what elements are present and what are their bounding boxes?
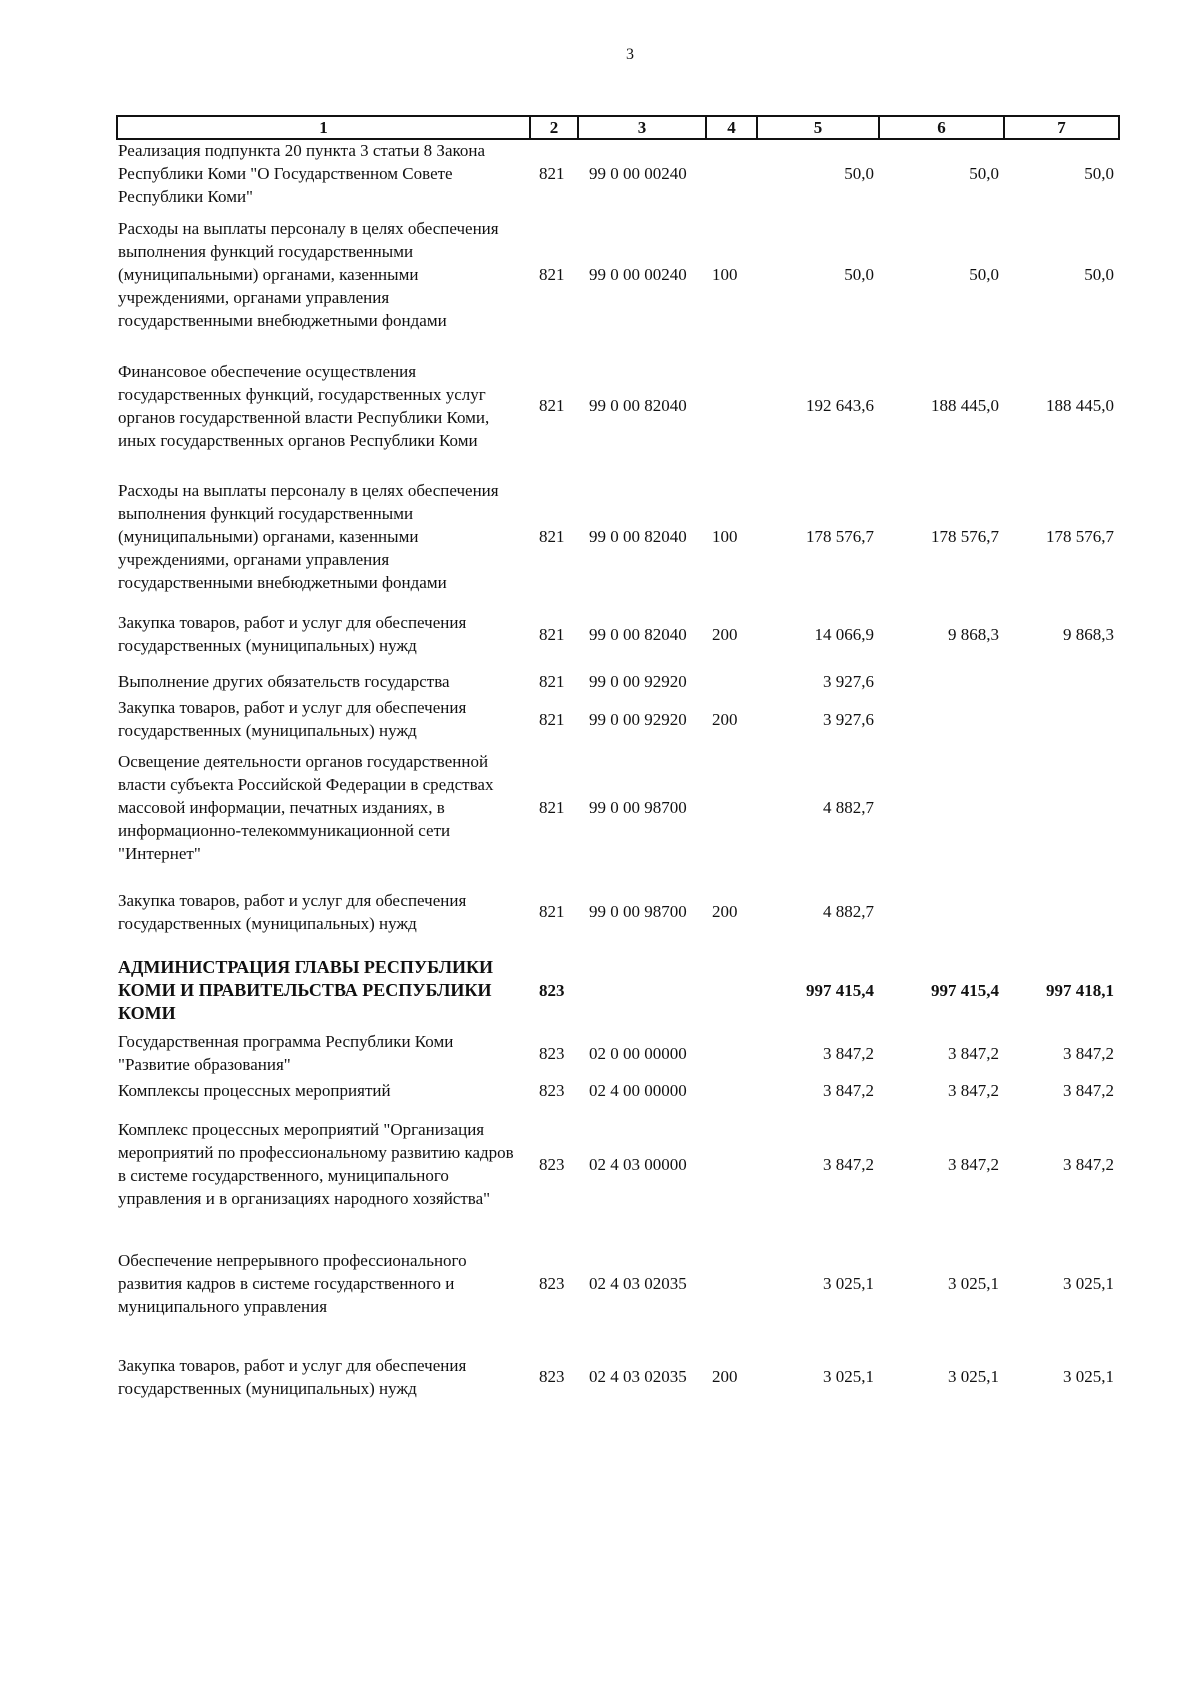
row-name: Закупка товаров, работ и услуг для обеспечения государственных (муниципальных) нужд	[118, 1355, 467, 1398]
row-target-article: 99 0 00 82040	[589, 526, 687, 546]
row-name: Освещение деятельности органов государственной власти субъекта Российской Федерации в средствах массовой информации, печатных изданиях, в информационно-телекоммуникационной сети "Интернет"	[118, 751, 494, 863]
row-expense-type	[705, 1076, 756, 1104]
row-value-col7: 3 025,1	[1063, 1367, 1114, 1386]
row-value-col7: 3 847,2	[1063, 1154, 1114, 1174]
row-value-col7: 997 418,1	[1046, 981, 1114, 1000]
table-row	[116, 1104, 1118, 1224]
row-code: 823	[539, 1154, 565, 1174]
table-row	[116, 601, 1118, 667]
row-name: Обеспечение непрерывного профессионального развития кадров в системе государственного и муниципального управления	[118, 1251, 467, 1316]
row-code: 823	[539, 981, 565, 1000]
row-code: 823	[539, 1080, 565, 1100]
row-name: Комплексы процессных мероприятий	[118, 1080, 391, 1100]
row-value-col6: 3 847,2	[948, 1080, 999, 1100]
column-header-7: 7	[1004, 116, 1119, 139]
row-target-article: 99 0 00 82040	[589, 624, 687, 644]
row-code: 821	[539, 526, 565, 546]
row-code: 821	[539, 709, 565, 729]
row-code: 821	[539, 797, 565, 817]
table-row	[116, 1076, 1118, 1104]
row-target-article: 99 0 00 98700	[589, 902, 687, 921]
row-target-article: 99 0 00 98700	[589, 797, 687, 817]
row-name: Реализация подпункта 20 пункта 3 статьи 8 Закона Республики Коми "О Государственном Совете Республики Коми"	[118, 140, 486, 206]
row-value-col6	[878, 667, 1003, 696]
row-value-col6	[878, 742, 1003, 872]
row-value-col5: 3 025,1	[823, 1274, 874, 1293]
column-header-3: 3	[578, 116, 706, 139]
budget-table-body	[116, 138, 1118, 1410]
row-expense-type: 100	[712, 264, 738, 284]
column-header-table	[116, 115, 1120, 140]
row-target-article	[577, 951, 705, 1030]
row-target-article: 99 0 00 92920	[589, 672, 687, 691]
row-value-col7: 3 847,2	[1063, 1043, 1114, 1063]
row-value-col7	[1003, 696, 1118, 742]
row-value-col6: 50,0	[969, 163, 999, 183]
row-value-col5: 3 847,2	[823, 1043, 874, 1063]
table-row	[116, 872, 1118, 951]
row-code: 821	[539, 163, 565, 183]
row-value-col6: 50,0	[969, 264, 999, 284]
row-target-article: 99 0 00 00240	[589, 264, 687, 284]
row-expense-type	[705, 951, 756, 1030]
row-value-col7	[1003, 742, 1118, 872]
row-target-article: 02 0 00 00000	[589, 1043, 687, 1063]
row-target-article: 02 4 03 02035	[589, 1274, 687, 1293]
row-expense-type	[705, 1104, 756, 1224]
row-value-col6: 3 025,1	[948, 1274, 999, 1293]
row-value-col6	[878, 696, 1003, 742]
table-row	[116, 208, 1118, 340]
row-value-col5: 50,0	[844, 163, 874, 183]
row-code: 823	[539, 1043, 565, 1063]
row-expense-type	[705, 340, 756, 471]
row-code: 821	[539, 264, 565, 284]
row-code: 821	[539, 396, 565, 415]
row-code: 821	[539, 624, 565, 644]
row-name: Закупка товаров, работ и услуг для обеспечения государственных (муниципальных) нужд	[118, 613, 467, 655]
column-header-6: 6	[879, 116, 1004, 139]
row-expense-type: 200	[712, 624, 738, 644]
column-header-2: 2	[530, 116, 578, 139]
row-value-col5: 4 882,7	[823, 902, 874, 921]
table-row	[116, 742, 1118, 872]
row-value-col7: 3 025,1	[1063, 1274, 1114, 1293]
page-number: 3	[626, 46, 634, 63]
row-expense-type: 200	[712, 709, 738, 729]
row-target-article: 02 4 00 00000	[589, 1080, 687, 1100]
budget-table	[116, 138, 1118, 1410]
row-value-col6: 188 445,0	[931, 396, 999, 415]
row-value-col5: 3 847,2	[823, 1080, 874, 1100]
row-expense-type	[705, 667, 756, 696]
row-expense-type: 200	[712, 902, 738, 921]
table-row	[116, 696, 1118, 742]
row-value-col6: 3 847,2	[948, 1154, 999, 1174]
row-value-col7: 9 868,3	[1063, 624, 1114, 644]
row-value-col5: 14 066,9	[814, 624, 874, 644]
row-name: Закупка товаров, работ и услуг для обеспечения государственных (муниципальных) нужд	[118, 890, 467, 933]
table-row	[116, 1343, 1118, 1410]
row-value-col7: 50,0	[1084, 264, 1114, 284]
row-value-col7	[1003, 872, 1118, 951]
row-target-article: 99 0 00 82040	[589, 396, 687, 415]
row-value-col5: 3 847,2	[823, 1154, 874, 1174]
row-code: 823	[539, 1274, 565, 1293]
column-number-row	[117, 116, 1119, 139]
table-row	[116, 340, 1118, 471]
row-name: Государственная программа Республики Коми "Развитие образования"	[118, 1032, 454, 1074]
row-expense-type	[705, 138, 756, 208]
row-name: Расходы на выплаты персоналу в целях обеспечения выполнения функций государственными (муниципальными) органами, казенными учреждениями, органами управления государственными внебюджетными фондами	[118, 218, 499, 330]
row-value-col6: 178 576,7	[931, 526, 999, 546]
row-name: Комплекс процессных мероприятий "Организация мероприятий по профессиональному развитию кадров в системе государственного, муниципального управления и в организациях народного хозяйства"	[118, 1120, 514, 1208]
row-expense-type: 100	[712, 526, 738, 546]
table-row	[116, 471, 1118, 601]
row-value-col7: 3 847,2	[1063, 1080, 1114, 1100]
row-value-col5: 4 882,7	[823, 797, 874, 817]
row-code: 823	[539, 1367, 565, 1386]
table-row	[116, 667, 1118, 696]
row-target-article: 99 0 00 92920	[589, 709, 687, 729]
row-value-col5: 3 025,1	[823, 1367, 874, 1386]
row-value-col6: 3 025,1	[948, 1367, 999, 1386]
row-expense-type: 200	[712, 1367, 738, 1386]
row-value-col7: 188 445,0	[1046, 396, 1114, 415]
row-value-col7	[1003, 667, 1118, 696]
row-value-col5: 178 576,7	[806, 526, 874, 546]
row-name: АДМИНИСТРАЦИЯ ГЛАВЫ РЕСПУБЛИКИ КОМИ И ПРАВИТЕЛЬСТВА РЕСПУБЛИКИ КОМИ	[118, 957, 494, 1023]
table-row	[116, 951, 1118, 1030]
column-header-4: 4	[706, 116, 757, 139]
row-value-col5: 192 643,6	[806, 396, 874, 415]
row-value-col6: 3 847,2	[948, 1043, 999, 1063]
column-header-1: 1	[117, 116, 530, 139]
row-target-article: 02 4 03 02035	[589, 1367, 687, 1386]
row-value-col6: 9 868,3	[948, 624, 999, 644]
row-target-article: 02 4 03 00000	[589, 1154, 687, 1174]
table-row	[116, 138, 1118, 208]
row-value-col6: 997 415,4	[931, 981, 999, 1000]
row-name: Выполнение других обязательств государства	[118, 672, 450, 691]
row-value-col7: 178 576,7	[1046, 526, 1114, 546]
row-name: Финансовое обеспечение осуществления государственных функций, государственных услуг органов государственной власти Республики Коми, иных государственных органов Республики Коми	[118, 361, 490, 450]
row-value-col5: 3 927,6	[823, 672, 874, 691]
row-target-article: 99 0 00 00240	[589, 163, 687, 183]
row-code: 821	[539, 902, 565, 921]
row-value-col5: 3 927,6	[823, 709, 874, 729]
row-expense-type	[705, 1030, 756, 1076]
table-row	[116, 1030, 1118, 1076]
column-header-5: 5	[757, 116, 879, 139]
row-value-col7: 50,0	[1084, 163, 1114, 183]
row-value-col5: 997 415,4	[806, 981, 874, 1000]
row-code: 821	[539, 672, 565, 691]
table-row	[116, 1224, 1118, 1343]
row-name: Расходы на выплаты персоналу в целях обеспечения выполнения функций государственными (муниципальными) органами, казенными учреждениями, органами управления государственными внебюджетными фондами	[118, 480, 499, 592]
row-value-col5: 50,0	[844, 264, 874, 284]
row-name: Закупка товаров, работ и услуг для обеспечения государственных (муниципальных) нужд	[118, 698, 467, 740]
row-expense-type	[705, 1224, 756, 1343]
row-value-col6	[878, 872, 1003, 951]
row-expense-type	[705, 742, 756, 872]
